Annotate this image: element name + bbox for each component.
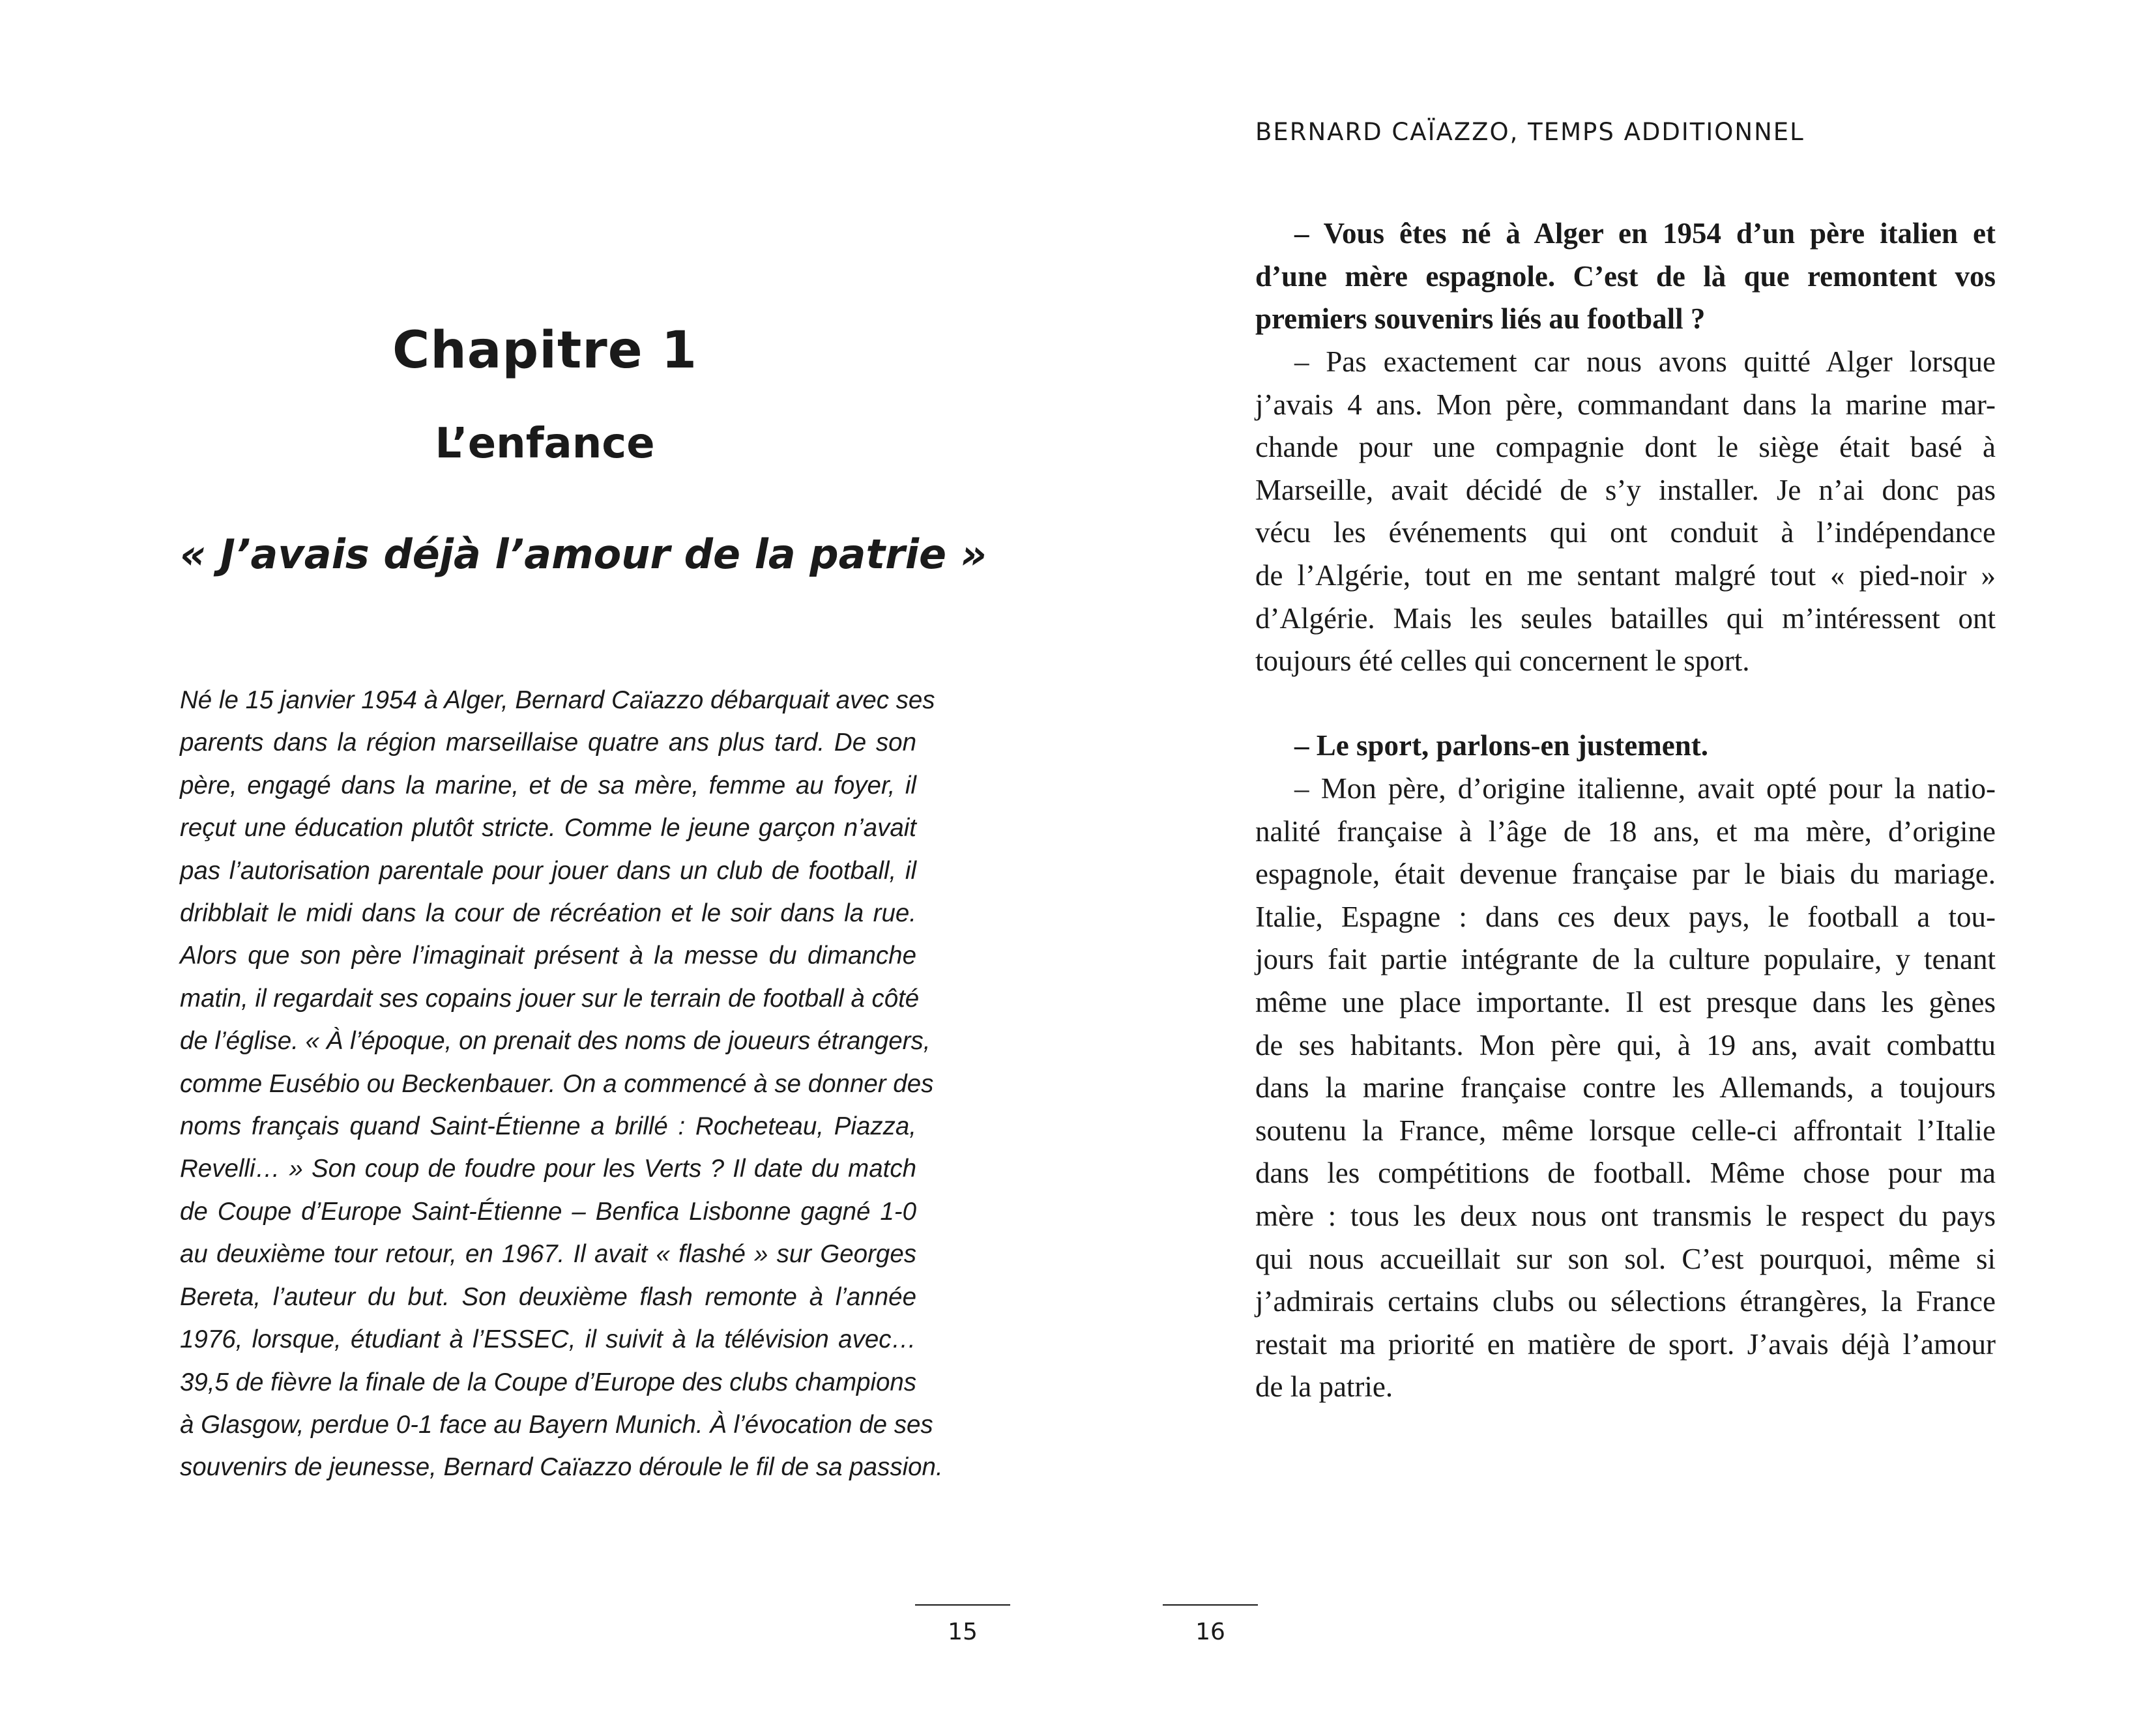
intro-line: Né le 15 janvier 1954 à Alger, Bernard Caïazzo débarquait avec ses xyxy=(180,686,935,714)
intro-line: comme Eusébio ou Beckenbauer. On a commencé à se donner des xyxy=(180,1069,934,1098)
answer-line: – Mon père, d’origine italienne, avait opté pour la natio- xyxy=(1294,772,1996,805)
chapter-intro xyxy=(180,679,943,1489)
question-line: d’une mère espagnole. C’est de là que remontent vos xyxy=(1255,259,1996,293)
interview-answer-2 xyxy=(1255,768,1996,1409)
answer-line: de la patrie. xyxy=(1255,1370,1393,1404)
answer-line: d’Algérie. Mais les seules batailles qui m’intéressent ont xyxy=(1255,601,1996,635)
answer-line: dans les compétitions de football. Même chose pour ma xyxy=(1255,1157,1996,1190)
answer-line: restait ma priorité en matière de sport. J’avais déjà l’amour xyxy=(1255,1327,1996,1361)
interview-question-2 xyxy=(1255,725,1996,768)
intro-line: de Coupe d’Europe Saint-Étienne – Benfica Lisbonne gagné 1-0 xyxy=(180,1197,916,1226)
interview-answer-1 xyxy=(1255,341,1996,683)
answer-line: même une place importante. Il est presque dans les gènes xyxy=(1255,985,1996,1018)
intro-line: à Glasgow, perdue 0-1 face au Bayern Munich. À l’évocation de ses xyxy=(180,1410,933,1439)
intro-line: père, engagé dans la marine, et de sa mère, femme au foyer, il xyxy=(180,771,916,800)
intro-line: dribblait le midi dans la cour de récréation et le soir dans la rue. xyxy=(180,899,916,928)
page-number-right: 16 xyxy=(1195,1619,1225,1645)
intro-line: 39,5 de fièvre la finale de la Coupe d’Europe des clubs champions xyxy=(180,1368,917,1396)
intro-line: Revelli… » Son coup de foudre pour les Verts ? Il date du match xyxy=(180,1155,916,1183)
answer-line: j’avais 4 ans. Mon père, commandant dans la marine mar- xyxy=(1255,388,1996,421)
chapter-subtitle: « J’avais déjà l’amour de la patrie » xyxy=(180,530,987,578)
right-page xyxy=(1078,0,2156,1732)
question-line: – Le sport, parlons-en justement. xyxy=(1294,729,1708,762)
intro-line: pas l’autorisation parentale pour jouer dans un club de football, il xyxy=(180,856,916,885)
answer-line: chande pour une compagnie dont le siège était basé à xyxy=(1255,431,1996,464)
intro-line: Bereta, l’auteur du but. Son deuxième flash remonte à l’année xyxy=(180,1282,916,1311)
interview-question-1 xyxy=(1255,212,1996,341)
answer-line: j’admirais certains clubs ou sélections étrangères, la France xyxy=(1255,1285,1996,1318)
intro-line: matin, il regardait ses copains jouer sur le terrain de football à côté xyxy=(180,984,920,1013)
page-number-rule xyxy=(915,1604,1010,1606)
intro-line: Alors que son père l’imaginait présent à la messe du dimanche xyxy=(180,942,916,970)
intro-line: noms français quand Saint-Étienne a brillé : Rocheteau, Piazza, xyxy=(180,1112,916,1141)
chapter-title: L’enfance xyxy=(435,420,655,468)
answer-line: dans la marine française contre les Allemands, a toujours xyxy=(1255,1071,1996,1104)
answer-line: mère : tous les deux nous ont transmis le respect du pays xyxy=(1255,1199,1996,1232)
answer-line: – Pas exactement car nous avons quitté Alger lorsque xyxy=(1294,345,1996,378)
answer-line: jours fait partie intégrante de la culture populaire, y tenant xyxy=(1255,943,1996,976)
answer-line: qui nous accueillait sur son sol. C’est pourquoi, même si xyxy=(1255,1242,1996,1275)
running-head: BERNARD CAÏAZZO, TEMPS ADDITIONNEL xyxy=(1255,118,1805,146)
answer-line: nalité française à l’âge de 18 ans, et ma mère, d’origine xyxy=(1255,815,1996,848)
answer-line: Marseille, avait décidé de s’y installer. Je n’ai donc pas xyxy=(1255,473,1996,506)
intro-line: 1976, lorsque, étudiant à l’ESSEC, il suivit à la télévision avec… xyxy=(180,1325,916,1354)
intro-line: de l’église. « À l’époque, on prenait des noms de joueurs étrangers, xyxy=(180,1027,931,1056)
answer-line: Italie, Espagne : dans ces deux pays, le football a tou- xyxy=(1255,900,1996,933)
intro-line: au deuxième tour retour, en 1967. Il avait « flashé » sur Georges xyxy=(180,1240,916,1269)
question-line: – Vous êtes né à Alger en 1954 d’un père italien et xyxy=(1294,217,1996,250)
answer-line: toujours été celles qui concernent le sport. xyxy=(1255,644,1750,678)
answer-line: vécu les événements qui ont conduit à l’indépendance xyxy=(1255,516,1996,549)
intro-line: reçut une éducation plutôt stricte. Comme le jeune garçon n’avait xyxy=(180,814,916,843)
intro-line: parents dans la région marseillaise quatre ans plus tard. De son xyxy=(180,729,916,757)
answer-line: de ses habitants. Mon père qui, à 19 ans, avait combattu xyxy=(1255,1028,1996,1061)
answer-line: de l’Algérie, tout en me sentant malgré tout « pied-noir » xyxy=(1255,558,1996,592)
chapter-number: Chapitre 1 xyxy=(392,321,698,380)
answer-line: espagnole, était devenue française par le biais du mariage. xyxy=(1255,858,1996,891)
page-number-rule xyxy=(1163,1604,1258,1606)
answer-line: soutenu la France, même lorsque celle-ci affrontait l’Italie xyxy=(1255,1114,1996,1147)
page-number-left: 15 xyxy=(948,1619,978,1645)
question-line: premiers souvenirs liés au football ? xyxy=(1255,302,1706,336)
intro-line: souvenirs de jeunesse, Bernard Caïazzo déroule le fil de sa passion. xyxy=(180,1453,943,1482)
